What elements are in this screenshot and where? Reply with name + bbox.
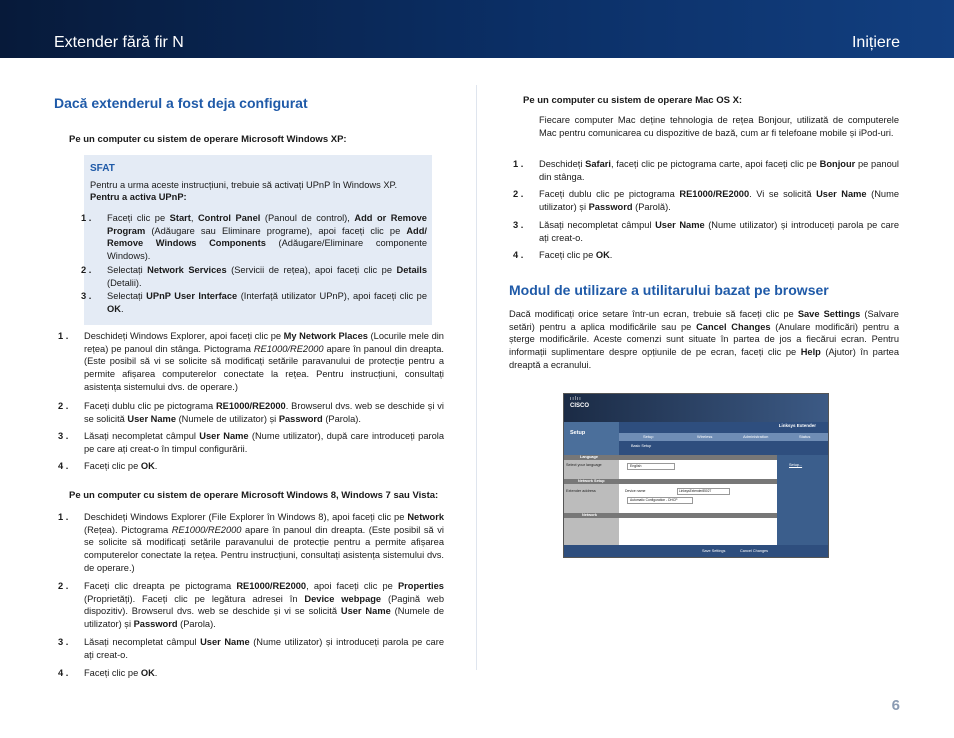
step-text: Deschideți Safari, faceți clic pe pictograma carte, apoi faceți clic pe Bonjour pe panoul din stânga. [539,159,899,182]
tip-title: SFAT [90,163,115,174]
step-number: 4 . [58,461,69,471]
mac-step [513,188,900,213]
shot-help-link: Setup... [789,463,803,467]
step-text: Deschideți Windows Explorer (File Explorer în Windows 8), apoi faceți clic pe Network (Rețea). Pictograma RE1000/RE2000 apare în panoul din dreapta. (Este posibil să vi se solicite să modificați setările paravanului de protecție pentru a permite afișarea computerelor conectate la rețea. Pentru instrucțiuni, consultați asistența sistemului dvs. de operare.) [84,512,444,573]
mac-heading: Pe un computer cu sistem de operare Mac OS X: [523,95,743,106]
shot-device-field: LinksysExtender85027 [677,488,730,495]
shot-header [564,394,828,422]
mac-intro: Fiecare computer Mac deține tehnologia de rețea Bonjour, utilizată de computerele Mac pentru comunicarea cu dispozitive de bază, cum ar fi telefoane mobile și iPod-uri. [539,115,899,138]
section-title-browser: Modul de utilizare a utilitarului bazat pe browser [509,282,829,298]
shot-language-select: English [627,463,675,470]
page-header [0,0,954,58]
shot-cancel-button: Cancel Changes [740,549,769,553]
step-text: Faceți clic dreapta pe pictograma RE1000/RE2000, apoi faceți clic pe Properties (Proprietăți). Faceți clic pe legătura adresei în Device webpage (Pagină web dispozitiv). Browserul dvs. web se deschide și vi se solicită User Name (Numele de utilizator) și Password (Parola). [84,581,445,630]
tip-box [81,155,432,325]
page-number: 6 [891,697,900,714]
step-text: Faceți clic pe OK. [539,250,613,260]
shot-help-panel [777,455,828,557]
step-number: 1 . [81,213,92,223]
step-number: 4 . [58,668,69,678]
win8-step [58,511,444,575]
step-number: 1 . [513,159,524,169]
shot-language-label: Select your language [566,463,602,467]
step-number: 4 . [513,250,524,260]
shot-ip-mode: Automatic Configuration - DHCP [627,497,693,504]
mac-step [513,158,899,183]
shot-subtab: Basic Setup [631,444,652,448]
step-text: Selectați UPnP User Interface (Interfață utilizator UPnP), apoi faceți clic pe OK. [107,291,427,314]
shot-tab: Setup [643,434,654,439]
step-text: Deschideți Windows Explorer, apoi faceți clic pe My Network Places (Locurile mele din rețea) pe panoul din stânga. Pictograma RE1000/RE2000 apare în panoul din dreapta. (Este posibil să vi se solicite să modificați setările paravanului de protecție pentru a permite afișarea computerelor conectate la rețea. Pentru instrucțiuni, consultați asistența sistemului dvs. de operare.) [84,331,445,392]
step-text: Lăsați necompletat câmpul User Name (Nume utilizator) și introduceți parola pe care ați creat-o. [539,220,899,243]
step-text: Faceți clic pe OK. [84,668,158,678]
step-number: 3 . [81,291,92,301]
tip-step [81,212,427,263]
step-text: Faceți clic pe OK. [84,461,158,471]
column-divider [476,85,477,670]
shot-tab: Administration [743,434,769,439]
chapter-title: Inițiere [851,34,900,51]
tip-step [81,264,427,289]
xp-step [58,400,444,425]
step-number: 3 . [58,637,69,647]
step-number: 2 . [81,265,92,275]
shot-tab: Wireless [697,434,713,439]
cisco-logo-bars: ıılıı [570,396,582,402]
step-number: 2 . [58,401,69,411]
step-number: 1 . [58,512,69,522]
tip-sub: Pentru a activa UPnP: [90,192,187,202]
xp-step [58,430,444,455]
shot-section: Network Setup [578,479,605,483]
cisco-logo: CISCO [570,403,590,409]
win8-heading: Pe un computer cu sistem de operare Microsoft Windows 8, Windows 7 sau Vista: [69,490,439,501]
step-text: Faceți dublu clic pe pictograma RE1000/RE2000. Vi se solicită User Name (Nume utilizator) și Password (Parolă). [539,189,900,212]
mac-step [513,249,899,262]
xp-heading: Pe un computer cu sistem de operare Microsoft Windows XP: [69,134,347,145]
shot-product: Linksys Extender [778,423,816,428]
shot-nav [619,422,828,455]
xp-step [58,330,445,394]
shot-save-button: Save Settings [702,549,726,553]
step-text: Faceți clic pe Start, Control Panel (Panoul de control), Add or Remove Program (Adăugare sau Eliminare programe), apoi faceți clic pe Add/ Remove Windows Components (Adăugare/Eliminare componente Windows). [107,213,427,262]
mac-step [513,219,899,244]
tip-step [81,290,427,315]
step-number: 1 . [58,331,69,341]
browser-paragraph: Dacă modificați orice setare într-un ecran, trebuie să faceți clic pe Save Settings (Salvare setări) pentru a aplica modificările sau pe Cancel Changes (Anulare modificări) pentru a șterge modificările. Aceste comenzi sunt situate în partea de jos a fiecărui ecran. Pentru informații suplimentare despre opțiunile de pe ecran, faceți clic pe Help (Ajutor) în partea dreaptă a ecranului. [509,309,900,370]
section-title-configured: Dacă extenderul a fost deja configurat [54,95,308,111]
shot-section: Extender address [566,489,596,493]
step-number: 3 . [58,431,69,441]
shot-content [619,455,777,557]
win8-step [58,580,445,631]
document-title: Extender fără fir N [54,34,184,51]
tip-intro: Pentru a urma aceste instrucțiuni, trebuie să activați UPnP în Windows XP. [90,180,398,190]
browser-utility-screenshot [563,393,829,558]
shot-footer [564,545,828,557]
step-text: Selectați Network Services (Servicii de rețea), apoi faceți clic pe Details (Detalii). [107,265,427,288]
shot-sidebar [564,455,619,557]
xp-step [58,460,444,473]
step-text: Lăsați necompletat câmpul User Name (Nume utilizator) și introduceți parola pe care ați creat-o. [84,637,444,660]
shot-device-label: Device name [625,489,646,493]
win8-step [58,667,444,680]
win8-step [58,636,444,661]
shot-setup-label: Setup [570,430,586,436]
step-text: Lăsați necompletat câmpul User Name (Nume utilizator), după care introduceți parola pe care ați creat-o în timpul configurării. [84,431,444,454]
step-number: 2 . [513,189,524,199]
step-number: 3 . [513,220,524,230]
shot-side-header [564,422,619,455]
shot-tab: Status [799,434,811,439]
shot-section: Network [582,513,597,517]
step-text: Faceți dublu clic pe pictograma RE1000/RE2000. Browserul dvs. web se deschide și vi se solicită User Name (Numele de utilizator) și Password (Parola). [84,401,444,424]
step-number: 2 . [58,581,69,591]
shot-section: Language [580,455,598,459]
